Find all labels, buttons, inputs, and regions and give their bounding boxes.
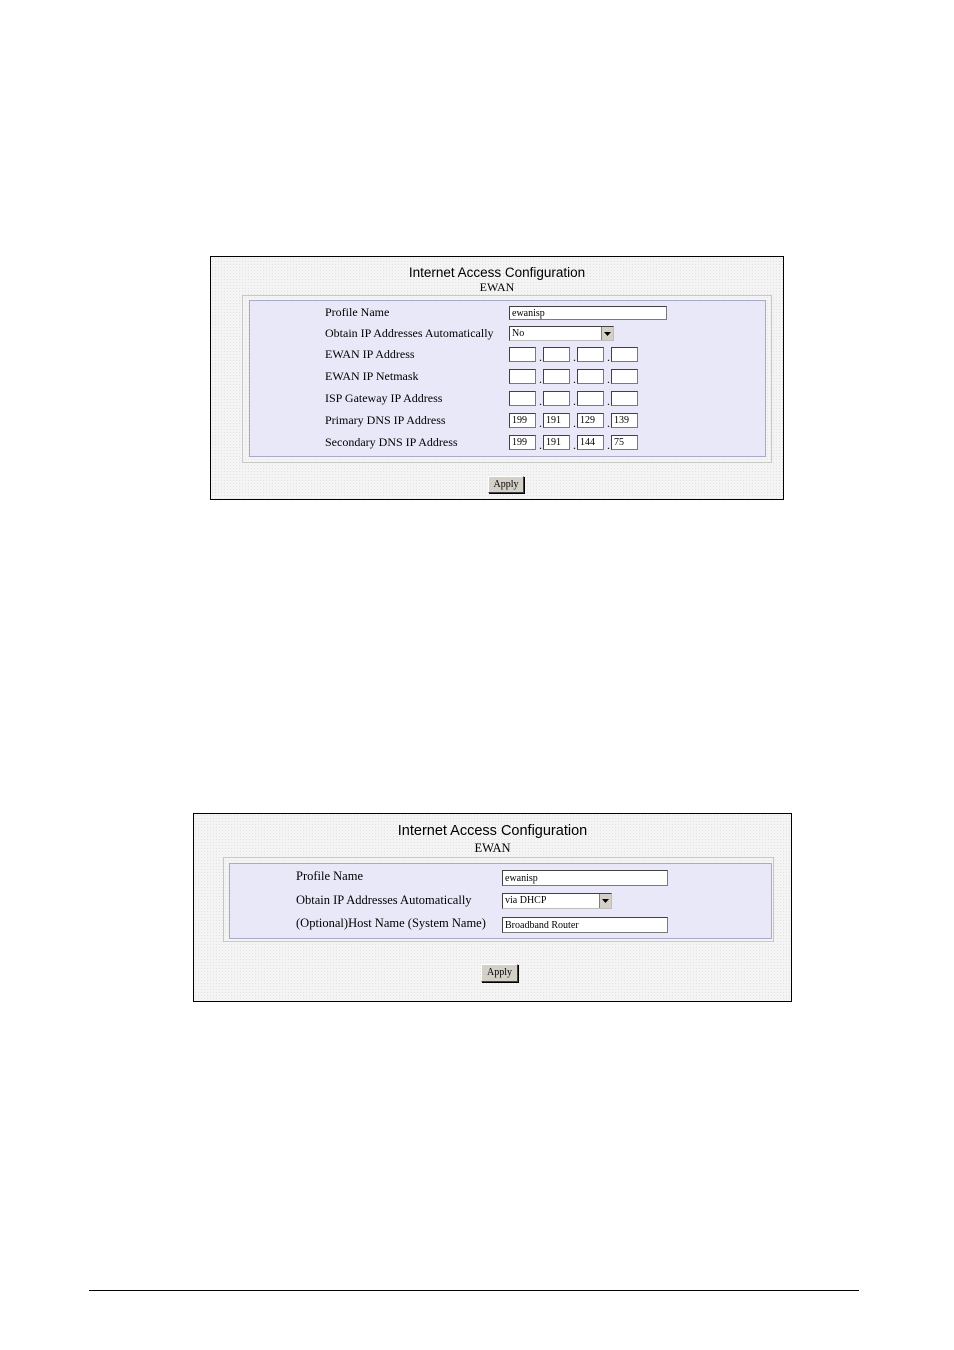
- panel-title: Internet Access Configuration: [397, 823, 588, 839]
- isp-gateway-octet-4[interactable]: [611, 391, 638, 406]
- panel-title: Internet Access Configuration: [408, 265, 586, 280]
- ewan-ip-octet-4[interactable]: [611, 347, 638, 362]
- page-footer-rule: [89, 1290, 859, 1291]
- obtain-ip-label: Obtain IP Addresses Automatically: [325, 326, 494, 340]
- secondary-dns-label: Secondary DNS IP Address: [325, 435, 458, 449]
- octet-separator: .: [539, 416, 542, 430]
- ewan-netmask-label: EWAN IP Netmask: [325, 369, 419, 383]
- octet-separator: .: [573, 416, 576, 430]
- octet-separator: .: [573, 394, 576, 408]
- obtain-ip-select[interactable]: [509, 326, 614, 341]
- panel-subtitle: EWAN: [474, 841, 511, 855]
- obtain-ip-select[interactable]: [502, 893, 612, 909]
- octet-separator: .: [607, 416, 610, 430]
- obtain-ip-selected-value: via DHCP: [505, 895, 547, 906]
- profile-name-input[interactable]: [509, 306, 667, 320]
- ewan-netmask-octet-3[interactable]: [577, 369, 604, 384]
- primary-dns-label: Primary DNS IP Address: [325, 413, 446, 427]
- profile-name-label: Profile Name: [325, 305, 390, 319]
- octet-separator: .: [607, 350, 610, 364]
- secondary-dns-octet-1[interactable]: [509, 435, 536, 450]
- profile-name-label: Profile Name: [296, 869, 363, 883]
- apply-button[interactable]: Apply: [481, 964, 518, 982]
- config-panel-dhcp: [193, 813, 792, 1002]
- ewan-ip-octet-2[interactable]: [543, 347, 570, 362]
- obtain-ip-label: Obtain IP Addresses Automatically: [296, 893, 472, 907]
- primary-dns-octet-2[interactable]: [543, 413, 570, 428]
- octet-separator: .: [539, 372, 542, 386]
- primary-dns-octet-4[interactable]: [611, 413, 638, 428]
- octet-separator: .: [607, 394, 610, 408]
- secondary-dns-octet-2[interactable]: [543, 435, 570, 450]
- octet-separator: .: [607, 438, 610, 452]
- isp-gateway-octet-1[interactable]: [509, 391, 536, 406]
- primary-dns-octet-1[interactable]: [509, 413, 536, 428]
- ewan-netmask-octet-2[interactable]: [543, 369, 570, 384]
- ewan-ip-octet-3[interactable]: [577, 347, 604, 362]
- ewan-netmask-octet-1[interactable]: [509, 369, 536, 384]
- obtain-ip-selected-value: No: [512, 328, 525, 339]
- octet-separator: .: [539, 438, 542, 452]
- secondary-dns-octet-3[interactable]: [577, 435, 604, 450]
- octet-separator: .: [539, 394, 542, 408]
- profile-name-input[interactable]: [502, 870, 668, 886]
- config-panel-static: [210, 256, 784, 500]
- chevron-down-icon[interactable]: [599, 894, 611, 908]
- apply-button[interactable]: Apply: [488, 476, 524, 493]
- ewan-ip-octet-1[interactable]: [509, 347, 536, 362]
- primary-dns-octet-3[interactable]: [577, 413, 604, 428]
- secondary-dns-octet-4[interactable]: [611, 435, 638, 450]
- panel-subtitle: EWAN: [479, 280, 515, 294]
- isp-gateway-label: ISP Gateway IP Address: [325, 391, 443, 405]
- chevron-down-icon[interactable]: [601, 327, 613, 340]
- ewan-ip-label: EWAN IP Address: [325, 347, 415, 361]
- ewan-netmask-octet-4[interactable]: [611, 369, 638, 384]
- host-name-input[interactable]: [502, 917, 668, 933]
- host-name-label: (Optional)Host Name (System Name): [296, 916, 486, 930]
- octet-separator: .: [607, 372, 610, 386]
- octet-separator: .: [573, 372, 576, 386]
- isp-gateway-octet-3[interactable]: [577, 391, 604, 406]
- octet-separator: .: [539, 350, 542, 364]
- isp-gateway-octet-2[interactable]: [543, 391, 570, 406]
- octet-separator: .: [573, 350, 576, 364]
- octet-separator: .: [573, 438, 576, 452]
